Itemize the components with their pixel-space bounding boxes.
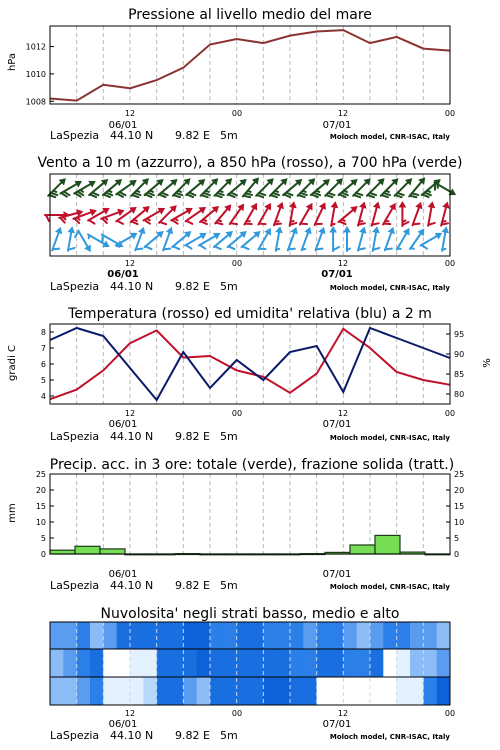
cloud-cell bbox=[437, 649, 451, 677]
precipitation-date-2: 07/01 bbox=[322, 569, 352, 580]
cloud-cell bbox=[237, 677, 251, 705]
precipitation-bar bbox=[75, 546, 100, 554]
cloud-cell bbox=[277, 677, 291, 705]
pressure-date-1: 06/01 bbox=[108, 120, 138, 131]
cloud-cell bbox=[63, 677, 77, 705]
y-tick-label: 6 bbox=[40, 360, 46, 369]
cloud-cell bbox=[77, 622, 91, 649]
cloud-cell bbox=[250, 649, 264, 677]
cloud-cell bbox=[50, 622, 64, 649]
cloud-cell bbox=[157, 649, 171, 677]
pressure-xtick-1: 12 bbox=[124, 109, 136, 118]
cloud-cell bbox=[410, 649, 424, 677]
cloud-cell bbox=[303, 677, 317, 705]
wind-barb bbox=[370, 227, 383, 252]
wind-barb bbox=[328, 202, 338, 227]
wind-panel bbox=[37, 155, 462, 293]
wind-barb bbox=[439, 227, 449, 252]
wind-barb bbox=[65, 227, 78, 252]
cloud-xtick-3: 12 bbox=[337, 709, 349, 718]
wind-barb bbox=[299, 227, 313, 252]
temperature-station-info bbox=[50, 430, 450, 443]
station-lon: 9.82 E bbox=[175, 729, 210, 742]
cloud-cell bbox=[303, 649, 317, 677]
station-lat: 44.10 N bbox=[110, 430, 154, 443]
temperature-panel bbox=[7, 306, 493, 443]
station-name: LaSpezia bbox=[50, 280, 100, 293]
wind-barb bbox=[287, 202, 300, 227]
pressure-title: Pressione al livello medio del mare bbox=[128, 7, 372, 23]
cloud-cell bbox=[370, 649, 384, 677]
cloud-cell bbox=[130, 649, 144, 677]
cloud-cell bbox=[50, 649, 64, 677]
wind-barb bbox=[73, 229, 93, 254]
cloud-cell bbox=[90, 622, 104, 649]
cloud-cell bbox=[237, 622, 251, 649]
cloud-cell bbox=[117, 649, 131, 677]
precipitation-title: Precip. acc. in 3 ore: totale (verde), frazione solida (tratt.) bbox=[49, 457, 455, 473]
precipitation-bar bbox=[375, 535, 400, 554]
cloud-cell bbox=[357, 677, 371, 705]
cloud-cell bbox=[423, 622, 437, 649]
cloud-cell bbox=[210, 677, 224, 705]
cloud-cell bbox=[317, 649, 331, 677]
wind-station-info bbox=[50, 280, 450, 293]
cloud-cell bbox=[130, 622, 144, 649]
y-tick-label: 5 bbox=[40, 534, 46, 543]
cloud-cell bbox=[77, 649, 91, 677]
cloud-cell bbox=[263, 649, 277, 677]
wind-barb bbox=[256, 227, 276, 252]
cloud-cell bbox=[343, 649, 357, 677]
temperature-xtick-1: 12 bbox=[124, 409, 136, 418]
cloud-cell bbox=[383, 677, 397, 705]
wind-barb bbox=[114, 231, 138, 248]
temperature-line bbox=[50, 329, 450, 399]
precipitation-station-info bbox=[50, 579, 450, 592]
station-name: LaSpezia bbox=[50, 729, 100, 742]
temperature-xtick-4: 00 bbox=[444, 409, 456, 418]
cloud-cell bbox=[437, 622, 451, 649]
station-name: LaSpezia bbox=[50, 129, 100, 142]
wind-barb bbox=[438, 202, 453, 228]
cloud-cell bbox=[117, 622, 131, 649]
cloud-cell bbox=[330, 649, 344, 677]
y-tick-label: 90 bbox=[454, 350, 465, 359]
wind-barb bbox=[49, 227, 66, 253]
cloud-cell bbox=[210, 622, 224, 649]
precipitation-bar bbox=[100, 549, 125, 554]
y-tick-label: 1010 bbox=[25, 69, 46, 79]
temperature-ylabel: gradi C bbox=[7, 345, 18, 381]
y-tick-label: 1008 bbox=[25, 97, 46, 107]
cloud-cell bbox=[143, 649, 157, 677]
wind-barb bbox=[410, 202, 427, 228]
cloud-cell bbox=[370, 622, 384, 649]
station-lon: 9.82 E bbox=[175, 280, 210, 293]
wind-barb bbox=[355, 202, 370, 228]
y-tick-label: 25 bbox=[35, 470, 46, 479]
cloud-cell bbox=[317, 677, 331, 705]
pressure-ylabel: hPa bbox=[7, 52, 18, 72]
cloud-xtick-1: 12 bbox=[124, 709, 136, 718]
cloud-cell bbox=[317, 622, 331, 649]
y-tick-label: 10 bbox=[35, 518, 46, 527]
temperature-xtick-2: 00 bbox=[231, 409, 243, 418]
wind-date-1: 06/01 bbox=[107, 269, 139, 280]
model-credit: Moloch model, CNR-ISAC, Italy bbox=[329, 434, 450, 442]
wind-barb bbox=[431, 180, 456, 200]
cloud-cell bbox=[330, 677, 344, 705]
temperature-xtick-3: 12 bbox=[337, 409, 349, 418]
wind-barb bbox=[271, 202, 288, 228]
cloud-cell bbox=[170, 622, 184, 649]
pressure-date-2: 07/01 bbox=[322, 120, 352, 131]
cloud-cell bbox=[63, 622, 77, 649]
y-tick-label: 15 bbox=[35, 502, 46, 511]
precipitation-bar bbox=[350, 545, 375, 554]
station-lat: 44.10 N bbox=[110, 729, 154, 742]
cloud-cell bbox=[223, 649, 237, 677]
cloud-cell bbox=[263, 622, 277, 649]
cloud-cell bbox=[397, 677, 411, 705]
cloud-cell bbox=[410, 622, 424, 649]
wind-xtick-3: 12 bbox=[337, 259, 349, 268]
wind-xtick-2: 00 bbox=[231, 259, 243, 268]
cloud-cell bbox=[277, 622, 291, 649]
cloud-cell bbox=[423, 649, 437, 677]
y-tick-label: 80 bbox=[454, 390, 465, 399]
station-lat: 44.10 N bbox=[110, 579, 154, 592]
wind-barb bbox=[312, 202, 330, 228]
cloud-cell bbox=[357, 622, 371, 649]
cloud-cell bbox=[263, 677, 277, 705]
y-tick-label: 7 bbox=[40, 344, 46, 353]
cloud-cell bbox=[130, 677, 144, 705]
cloud-cell bbox=[277, 649, 291, 677]
precipitation-bars bbox=[50, 535, 450, 554]
wind-barb bbox=[133, 227, 150, 253]
cloud-cell bbox=[103, 677, 117, 705]
cloud-cell bbox=[183, 677, 197, 705]
y-tick-label: 5 bbox=[40, 376, 46, 385]
y-tick-label: 0 bbox=[40, 550, 46, 559]
model-credit: Moloch model, CNR-ISAC, Italy bbox=[329, 733, 450, 741]
precipitation-panel bbox=[7, 457, 464, 592]
cloud-cell bbox=[90, 649, 104, 677]
cloud-cell bbox=[343, 677, 357, 705]
cloud-cell bbox=[143, 677, 157, 705]
wind-barb bbox=[160, 227, 177, 253]
cloud-cell bbox=[210, 649, 224, 677]
cloud-cell bbox=[343, 622, 357, 649]
temperature-date-2: 07/01 bbox=[322, 419, 352, 430]
cloud-xtick-2: 00 bbox=[231, 709, 243, 718]
cloud-cell bbox=[183, 622, 197, 649]
temperature-grid bbox=[77, 324, 424, 404]
cloud-cell bbox=[170, 677, 184, 705]
wind-barb bbox=[273, 227, 283, 252]
y-tick-label: 95 bbox=[454, 330, 465, 339]
wind-barb bbox=[330, 227, 339, 251]
cloud-cell bbox=[330, 622, 344, 649]
y-tick-label: 20 bbox=[454, 486, 465, 495]
precipitation-date-1: 06/01 bbox=[108, 569, 138, 580]
station-elev: 5m bbox=[220, 579, 238, 592]
precipitation-ylabel: mm bbox=[7, 503, 18, 523]
station-elev: 5m bbox=[220, 280, 238, 293]
cloud-cell bbox=[50, 677, 64, 705]
cloud-cell bbox=[63, 649, 77, 677]
y-tick-label: 5 bbox=[454, 534, 460, 543]
model-credit: Moloch model, CNR-ISAC, Italy bbox=[329, 133, 450, 141]
temperature-date-1: 06/01 bbox=[108, 419, 138, 430]
cloud-cell bbox=[250, 677, 264, 705]
y-tick-label: 8 bbox=[40, 328, 46, 337]
y-tick-label: 20 bbox=[35, 486, 46, 495]
precipitation-grid bbox=[77, 474, 424, 554]
station-name: LaSpezia bbox=[50, 579, 100, 592]
station-elev: 5m bbox=[220, 129, 238, 142]
y-tick-label: 1012 bbox=[25, 42, 46, 52]
pressure-panel bbox=[7, 7, 455, 142]
station-elev: 5m bbox=[220, 729, 238, 742]
cloud-cell bbox=[183, 649, 197, 677]
wind-date-2: 07/01 bbox=[321, 269, 353, 280]
wind-barb bbox=[337, 204, 361, 226]
wind-xtick-1: 12 bbox=[124, 259, 136, 268]
station-name: LaSpezia bbox=[50, 430, 100, 443]
cloud-cell bbox=[357, 649, 371, 677]
pressure-xtick-3: 12 bbox=[337, 109, 349, 118]
station-lon: 9.82 E bbox=[175, 430, 210, 443]
wind-barb bbox=[344, 227, 350, 251]
y-tick-label: 10 bbox=[454, 518, 465, 527]
wind-barb bbox=[399, 202, 408, 226]
precipitation-bar bbox=[50, 550, 75, 554]
model-credit: Moloch model, CNR-ISAC, Italy bbox=[329, 583, 450, 591]
cloud-panel bbox=[50, 606, 455, 742]
cloud-cell bbox=[437, 677, 451, 705]
cloud-cell bbox=[143, 622, 157, 649]
pressure-xtick-4: 00 bbox=[444, 109, 456, 118]
wind-barb bbox=[313, 227, 330, 253]
pressure-grid bbox=[77, 26, 424, 104]
wind-barb bbox=[369, 202, 384, 228]
cloud-cell bbox=[117, 677, 131, 705]
station-elev: 5m bbox=[220, 430, 238, 443]
cloud-cell bbox=[157, 677, 171, 705]
cloud-cell bbox=[157, 622, 171, 649]
cloud-cell bbox=[410, 677, 424, 705]
pressure-line bbox=[50, 30, 450, 101]
precipitation-y-ticks bbox=[36, 470, 54, 559]
cloud-cell bbox=[370, 677, 384, 705]
cloud-cell bbox=[290, 622, 304, 649]
cloud-cell bbox=[197, 622, 211, 649]
cloud-cell bbox=[290, 649, 304, 677]
wind-barb bbox=[285, 227, 302, 253]
pressure-station-info bbox=[50, 129, 450, 142]
model-credit: Moloch model, CNR-ISAC, Italy bbox=[329, 284, 450, 292]
cloud-cell bbox=[223, 677, 237, 705]
wind-barb bbox=[256, 202, 276, 227]
cloud-cell bbox=[397, 622, 411, 649]
cloud-cell bbox=[223, 622, 237, 649]
y-tick-label: 4 bbox=[40, 392, 46, 401]
y-tick-label: 25 bbox=[454, 470, 465, 479]
station-lon: 9.82 E bbox=[175, 129, 210, 142]
cloud-cell bbox=[237, 649, 251, 677]
cloud-cell bbox=[90, 677, 104, 705]
precipitation-y2-ticks bbox=[446, 470, 464, 559]
wind-title: Vento a 10 m (azzurro), a 850 hPa (rosso), a 700 hPa (verde) bbox=[37, 155, 463, 171]
cloud-cell bbox=[397, 649, 411, 677]
wind-xtick-4: 00 bbox=[444, 259, 456, 268]
cloud-cell bbox=[423, 677, 437, 705]
humidity-ylabel: % bbox=[482, 358, 493, 368]
cloud-cell bbox=[103, 649, 117, 677]
station-lat: 44.10 N bbox=[110, 129, 154, 142]
cloud-cell bbox=[250, 622, 264, 649]
pressure-xtick-2: 00 bbox=[231, 109, 243, 118]
cloud-cell bbox=[290, 677, 304, 705]
cloud-date-1: 06/01 bbox=[108, 719, 138, 730]
wind-barbs bbox=[45, 176, 457, 254]
cloud-xtick-4: 00 bbox=[444, 709, 456, 718]
station-lat: 44.10 N bbox=[110, 280, 154, 293]
cloud-date-2: 07/01 bbox=[322, 719, 352, 730]
y-tick-label: 15 bbox=[454, 502, 465, 511]
wind-barb bbox=[381, 202, 401, 227]
cloud-cell bbox=[103, 622, 117, 649]
humidity-y-ticks bbox=[446, 330, 464, 399]
cloud-cell bbox=[170, 649, 184, 677]
cloud-title: Nuvolosita' negli strati basso, medio e alto bbox=[100, 606, 400, 622]
cloud-station-info bbox=[50, 729, 450, 742]
wind-barb bbox=[425, 202, 438, 227]
y-tick-label: 0 bbox=[454, 550, 460, 559]
cloud-cell bbox=[77, 677, 91, 705]
temperature-title: Temperatura (rosso) ed umidita' relativa (blu) a 2 m bbox=[68, 306, 432, 322]
y-tick-label: 85 bbox=[454, 370, 465, 379]
cloud-cell bbox=[383, 649, 397, 677]
cloud-cell bbox=[303, 622, 317, 649]
cloud-cell bbox=[197, 649, 211, 677]
cloud-cell bbox=[197, 677, 211, 705]
station-lon: 9.82 E bbox=[175, 579, 210, 592]
cloud-heatmap bbox=[50, 622, 450, 705]
cloud-cell bbox=[383, 622, 397, 649]
wind-barb bbox=[355, 227, 370, 253]
